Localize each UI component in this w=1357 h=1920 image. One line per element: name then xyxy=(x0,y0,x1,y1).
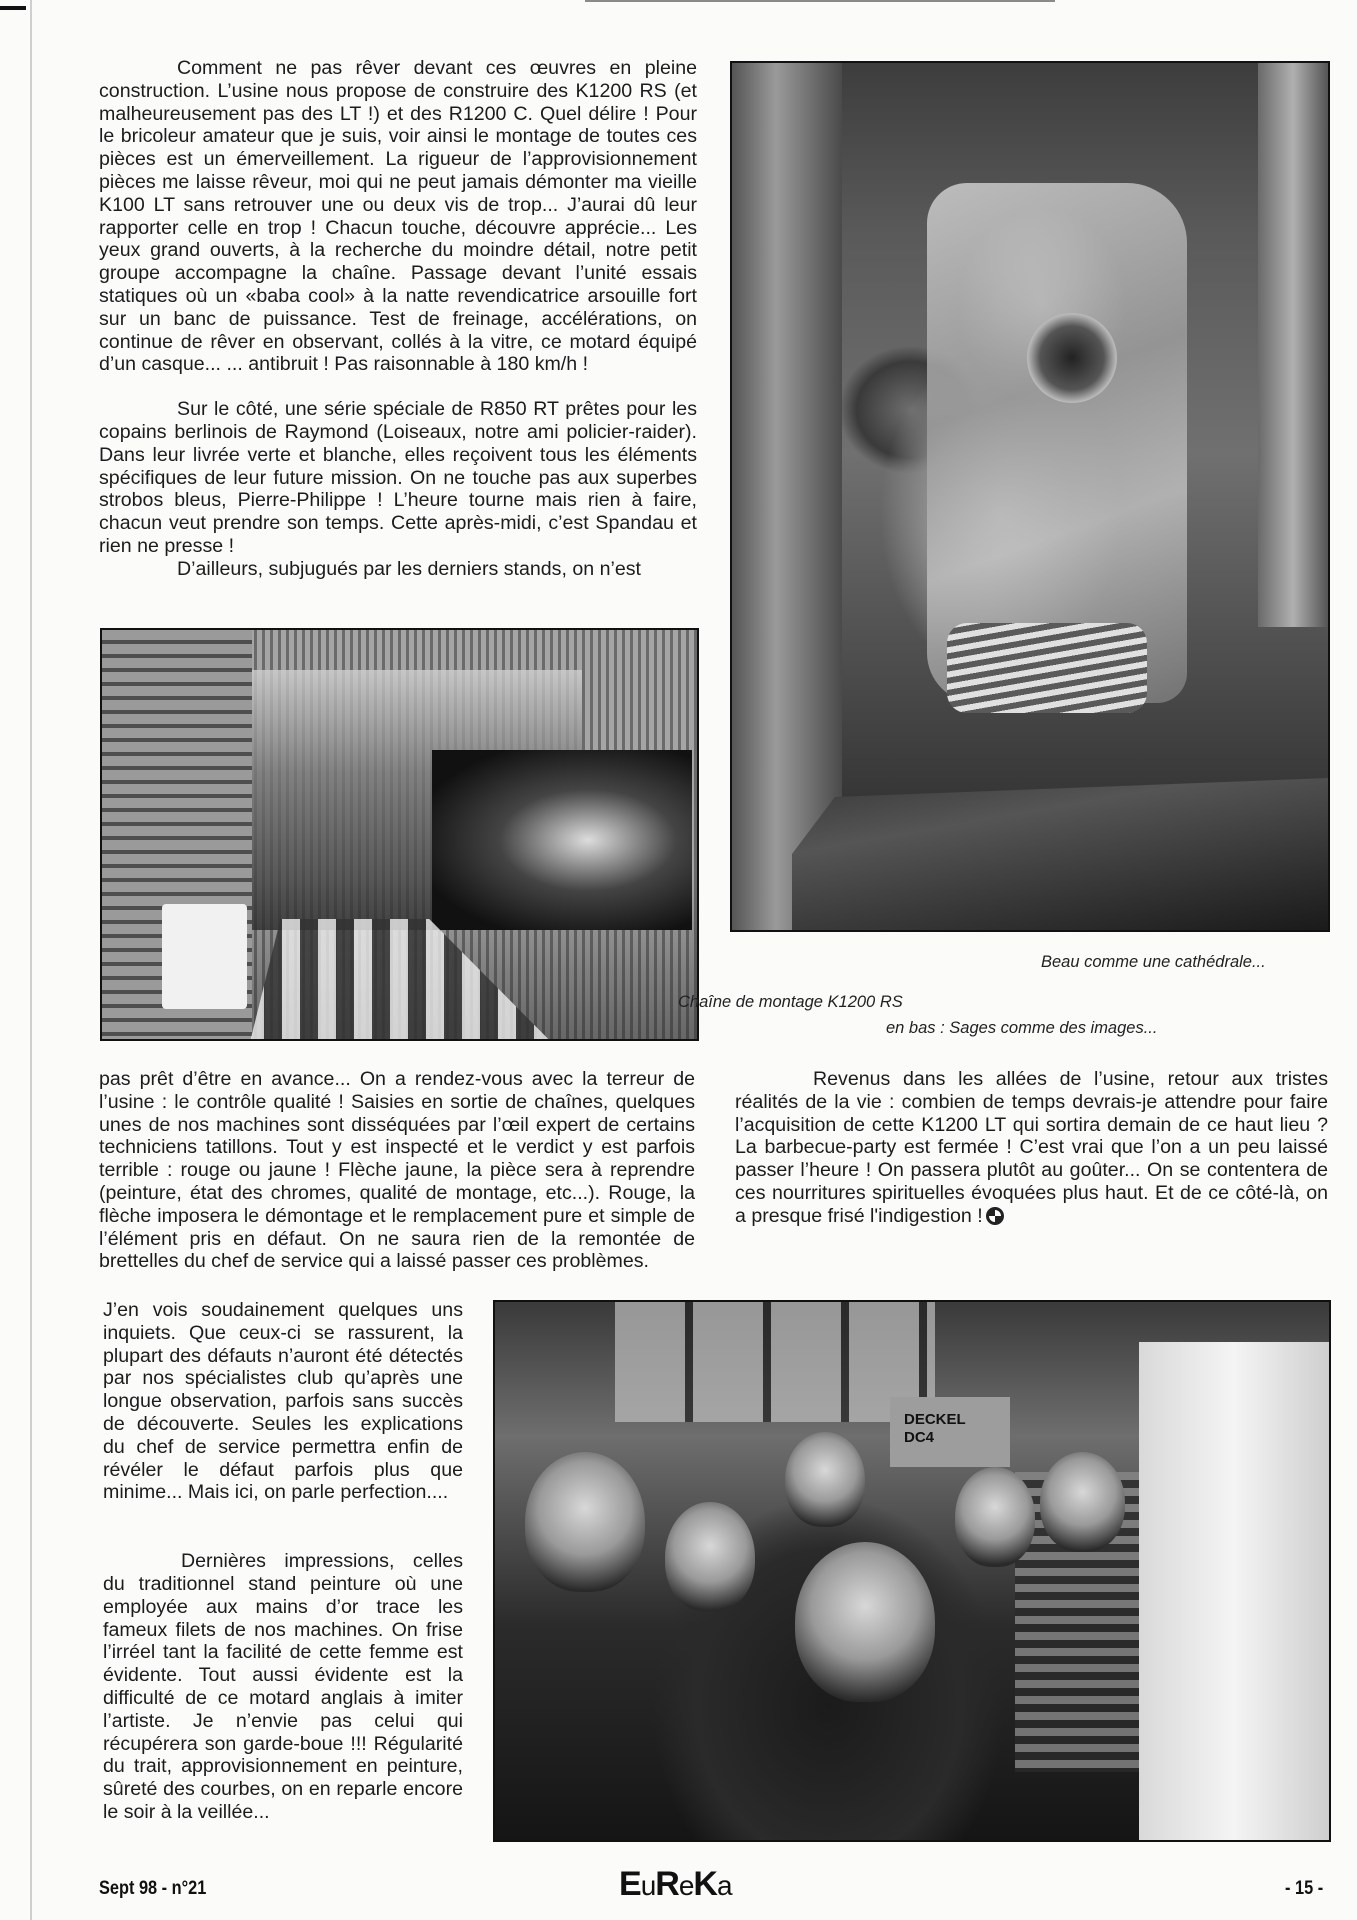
photo-fixture-right xyxy=(1258,63,1328,627)
page-binding-shadow xyxy=(30,0,32,1920)
logo-letter: a xyxy=(716,1870,732,1901)
paragraph-paint-stand: Dernières impressions, celles du traditionnel stand peinture où une employée aux mains d’or trace les fameux filets de nos machines. On frise l’irréel tant la facilité de cette femme est évidente. Tout aussi évidente est la difficulté de ce motard anglais à imiter l’artiste. Je n’envie pas celui qui récupérera son garde-boue !!! Régularité du trait, approvisionnement en peinture, sûreté des courbes, on en reparle encore le soir à la veillée... xyxy=(103,1550,463,1823)
logo-letter: K xyxy=(693,1865,717,1903)
photo-motorcycle-on-line xyxy=(432,750,692,930)
photo-white-bin xyxy=(162,904,247,1009)
article-column-bottom-left xyxy=(103,1299,463,1824)
logo-letter: E xyxy=(619,1865,641,1903)
article-column-top xyxy=(99,57,697,581)
footer-page-number: - 15 - xyxy=(1285,1878,1324,1899)
photo-person xyxy=(665,1502,755,1612)
photo-white-cabinet xyxy=(1139,1342,1329,1842)
photo-engine-bore xyxy=(1027,313,1117,403)
page-binding-edge xyxy=(0,6,26,10)
photo-person xyxy=(525,1452,645,1592)
photo-platform xyxy=(792,740,1328,930)
photo-sign-line1: DECKEL xyxy=(904,1411,966,1428)
photo-sign-line2: DC4 xyxy=(904,1429,935,1446)
paragraph-r850rt: Sur le côté, une série spéciale de R850 RT prêtes pour les copains berlinois de Raymond (Loiseaux, notre ami policier-raider). Dans leur livrée verte et blanche, elles reçoivent tous les éléments spécifiques de leur future mission. On ne touche pas aux superbes strobos bleus, Pierre-Philippe ! L’heure tourne mais rien à faire, chacun veut prendre son temps. Cette après-midi, c’est Spandau et rien ne presse ! xyxy=(99,398,697,557)
photo-cooling-fins xyxy=(947,623,1147,713)
paragraph-return-text: Revenus dans les allées de l’usine, retour aux tristes réalités de la vie : combien de temps devrais-je attendre pour faire l’acquisition de cette K1200 LT qui sortira demain de ce haut lieu ? La barbecue-party est fermée ! C’est vrai que l’on a un peu laissé passer l’heure ! On passera plutôt au goûter... On se contentera de ces nourritures spirituelles évoquées plus haut. Et de ce côté-là, on a presque frisé l'indigestion ! xyxy=(735,1068,1328,1227)
photo-machine-sign xyxy=(890,1397,1010,1467)
photo-club-group xyxy=(493,1300,1331,1842)
top-rule xyxy=(585,0,1055,2)
paragraph-construction: Comment ne pas rêver devant ces œuvres en pleine construction. L’usine nous propose de construire des K1200 RS (et malheureusement pas des LT !) et des R1200 C. Quel délire ! Pour le bricoleur amateur que je suis, voir ainsi le montage de toutes ces pièces est un émerveillement. La rigueur de l’approvisionnement pièces me laisse rêveur, moi qui ne peut jamais démonter ma vieille K100 LT sans retrouver une ou deux vis de trop... J’aurai dû leur rapporter celle en trop ! Chacun touche, découvre apprécie... Les yeux grand ouverts, à la recherche du moindre détail, notre petit groupe accompagne la chaîne. Passage devant l’unité essais statiques où un «baba cool» à la natte revendicatrice arsouille fort sur un banc de puissance. Test de freinage, accélérations, on continue de rêver en observant, collés à la vitre, ce motard équipé d’un casque... ... antibruit ! Pas raisonnable à 180 km/h ! xyxy=(99,57,697,376)
photo-person xyxy=(795,1542,935,1702)
logo-letter: R xyxy=(655,1865,679,1903)
photo-person xyxy=(785,1432,865,1527)
caption-chain: Chaîne de montage K1200 RS xyxy=(678,993,903,1011)
caption-group: en bas : Sages comme des images... xyxy=(886,1019,1158,1037)
photo-engine-block xyxy=(730,61,1330,932)
paragraph-quality-control: pas prêt d’être en avance... On a rendez-vous avec la terreur de l’usine : le contrôle qualité ! Saisies en sortie de chaînes, quelques unes de nos machines sont disséquées par l’œil expert de certains techniciens tatillons. Tout y est inspecté et le verdict y est parfois terrible : rouge ou jaune ! Flèche jaune, la pièce sera à reprendre (peinture, état des chromes, qualité de montage, etc...). Rouge, la flèche imposera le démontage et le remplacement pure et simple de l’élément pris en défaut. On ne saura rien de la remontée de brettelles du chef de service qui a laissé passer ces problèmes. xyxy=(99,1068,695,1273)
photo-person xyxy=(955,1467,1035,1567)
footer-magazine-logo xyxy=(619,1865,732,1905)
logo-letter: u xyxy=(640,1870,656,1901)
caption-engine: Beau comme une cathédrale... xyxy=(1041,953,1266,971)
footer-issue: Sept 98 - n°21 xyxy=(99,1878,207,1899)
logo-letter: e xyxy=(678,1870,694,1901)
photo-assembly-line xyxy=(100,628,699,1041)
photo-windows xyxy=(615,1302,935,1422)
paragraph-defects: J’en vois soudainement quelques uns inquiets. Que ceux-ci se rassurent, la plupart des défauts n’auront été détectés par nos spécialistes club qu’après une longue observation, parfois sans succès de découverte. Seules les explications du chef de service permettra enfin de révéler le défaut parfois plus que minime... Mais ici, on parle perfection.... xyxy=(103,1299,463,1504)
photo-fixture-left xyxy=(732,63,842,930)
bmw-roundel-icon xyxy=(986,1207,1004,1225)
article-column-mid-left xyxy=(99,1068,695,1273)
paragraph-continuation-start: D’ailleurs, subjugués par les derniers stands, on n’est xyxy=(177,557,641,580)
article-column-mid-right xyxy=(735,1068,1328,1228)
photo-person xyxy=(1040,1452,1125,1552)
paragraph-return xyxy=(735,1068,1328,1228)
